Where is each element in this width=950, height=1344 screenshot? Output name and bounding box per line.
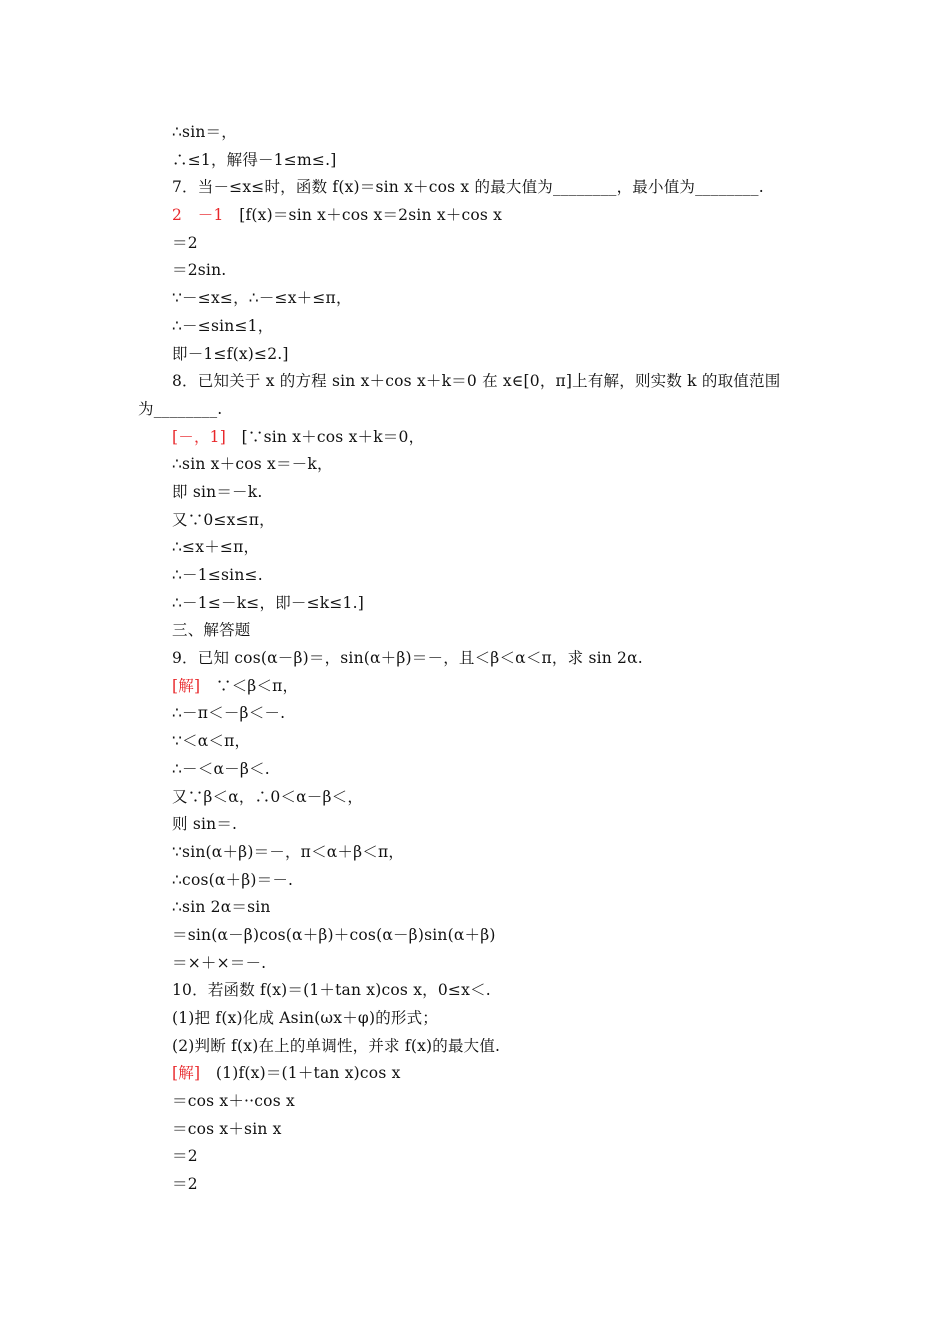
answer-label: 2 －1 <box>172 206 224 225</box>
text-line <box>138 534 814 562</box>
text-line <box>138 507 814 535</box>
answer-label: [－，1] <box>172 427 226 446</box>
line-text: ＝×＋×＝－. <box>172 953 267 972</box>
text-line <box>138 1171 814 1199</box>
line-text: ∴≤x＋≤π， <box>172 538 260 557</box>
solution-9-line <box>138 673 814 701</box>
line-text: 即 sin＝－k. <box>172 482 263 501</box>
line-text: ＝2 <box>172 1147 198 1166</box>
text-line <box>138 728 814 756</box>
text-line <box>138 700 814 728</box>
text-line <box>138 756 814 784</box>
text-line <box>138 451 814 479</box>
text-line <box>138 230 814 258</box>
line-text: 8．已知关于 x 的方程 sin x＋cos x＋k＝0 在 x∈[0，π]上有解，则实数 k 的取值范围 <box>172 372 781 391</box>
line-text: ＝2 <box>172 1175 198 1194</box>
text-line <box>138 867 814 895</box>
text-line <box>138 894 814 922</box>
line-text: ∵－≤x≤，∴－≤x＋≤π， <box>172 289 352 308</box>
solution-10-line <box>138 1060 814 1088</box>
line-text: ∴－π＜－β＜－. <box>172 704 286 723</box>
line-text: ＝cos x＋sin x <box>172 1119 282 1138</box>
text-line <box>138 839 814 867</box>
text-line <box>138 147 814 175</box>
problem-7-line <box>138 174 814 202</box>
text-line <box>138 922 814 950</box>
section-heading <box>138 617 814 645</box>
line-text: 7．当－≤x≤时，函数 f(x)＝sin x＋cos x 的最大值为________，最小值为________. <box>172 178 764 197</box>
line-text: ∴cos(α＋β)＝－. <box>172 870 294 889</box>
text-line <box>138 285 814 313</box>
line-text: ∴sin 2α＝sin <box>172 898 271 917</box>
problem-8-line <box>138 368 814 396</box>
line-text: ＝cos x＋··cos x <box>172 1092 295 1111</box>
line-text: ∴sin x＋cos x＝－k， <box>172 455 333 474</box>
solution-label: [解] <box>172 1064 201 1083</box>
line-text: ＝2 <box>172 233 198 252</box>
text-line <box>138 341 814 369</box>
answer-8-line <box>138 424 814 452</box>
line-text: 三、解答题 <box>172 621 251 640</box>
text-line <box>138 119 814 147</box>
problem-10-line <box>138 977 814 1005</box>
text-line <box>138 562 814 590</box>
line-text: ∴－≤sin≤1， <box>172 316 274 335</box>
line-text: 为________. <box>138 399 223 418</box>
line-text: 又∵0≤x≤π， <box>172 510 275 529</box>
line-text: [f(x)＝sin x＋cos x＝2sin x＋cos x <box>223 206 503 225</box>
line-text: [∵sin x＋cos x＋k＝0， <box>225 427 425 446</box>
line-text: 10．若函数 f(x)＝(1＋tan x)cos x，0≤x＜. <box>172 981 491 1000</box>
text-line <box>138 784 814 812</box>
line-text: ＝2sin. <box>172 261 227 280</box>
line-text: ∵＜α＜π， <box>172 732 251 751</box>
text-line <box>138 479 814 507</box>
line-text: 9．已知 cos(α－β)＝，sin(α＋β)＝－，且＜β＜α＜π，求 sin 2α. <box>172 649 643 668</box>
text-line <box>138 950 814 978</box>
text-line <box>138 1005 814 1033</box>
line-text: (2)判断 f(x)在上的单调性，并求 f(x)的最大值. <box>172 1036 501 1055</box>
line-text: ∴sin＝， <box>172 123 237 141</box>
line-text: ∴≤1，解得－1≤m≤.] <box>172 150 337 169</box>
text-line <box>138 313 814 341</box>
line-text: ＝sin(α－β)cos(α＋β)＋cos(α－β)sin(α＋β) <box>172 925 496 944</box>
text-line <box>138 1088 814 1116</box>
line-text: (1)把 f(x)化成 Asin(ωx＋φ)的形式； <box>172 1009 438 1027</box>
text-line <box>138 257 814 285</box>
line-text: ∵＜β＜π， <box>200 676 299 695</box>
answer-7-line <box>138 202 814 230</box>
solution-label: [解] <box>172 676 201 695</box>
text-line <box>138 811 814 839</box>
problem-9-line <box>138 645 814 673</box>
line-text: ∴－＜α－β＜. <box>172 759 270 778</box>
line-text: 则 sin＝. <box>172 815 238 834</box>
document-body <box>138 119 814 1199</box>
line-text: 又∵β＜α，∴0＜α－β＜， <box>172 787 364 806</box>
text-line <box>138 590 814 618</box>
line-text: ∵sin(α＋β)＝－，π＜α＋β＜π， <box>172 842 405 861</box>
line-text: (1)f(x)＝(1＋tan x)cos x <box>200 1064 401 1083</box>
line-text: 即－1≤f(x)≤2.] <box>172 344 289 363</box>
line-text: ∴－1≤－k≤，即－≤k≤1.] <box>172 593 364 612</box>
text-line <box>138 1143 814 1171</box>
line-text: ∴－1≤sin≤. <box>172 566 263 584</box>
text-line <box>138 1033 814 1061</box>
text-line <box>138 1116 814 1144</box>
problem-8-continuation <box>138 396 814 424</box>
